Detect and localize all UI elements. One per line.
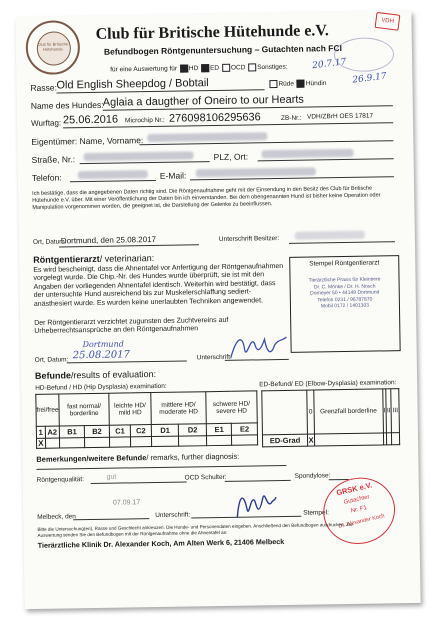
chip-label: Microchip Nr.: [124,116,165,125]
quality-value[interactable]: gut [106,473,117,481]
vet-signature-icon [226,331,288,362]
vet-stamp-lines: Tierärztliche Praxis für Kleintiere Dr. C. Mönke / Dr. H. Nosch Dorneyer 50 • 44149 Dortmund Telefon 0231 / 96787870 Mobil 0172 / 1401303 [308,276,381,310]
owner-ort-datum-label: Ort, Datum: [32,238,67,246]
sonstiges-checkbox[interactable] [248,63,256,71]
evaluation-date-handwritten: 07.09.17 [112,499,141,507]
owner-signature-label: Unterschrift Besitzer: [218,235,280,243]
chip-value[interactable]: 276098106295636 [168,111,261,125]
remarks-title: Bemerkungen/weitere Befunde/ remarks, further diagnosis: [36,451,240,464]
plz-label: PLZ, Ort: [213,151,249,163]
wurftag-value[interactable]: 25.06.2016 [62,113,119,127]
zb-label: ZB-Nr.: [280,114,302,122]
ed-label: ED-Befund/ ED (Elbow-Dysplasia) examination: [259,379,397,389]
hd-results-table: frei/free fast normal/ borderline leichte HD/ mild HD mittlere HD/ moderate HD schwere HD/ severe HD 1 A2 B1 B2 C1 C2 D1 D2 E1 E2 X [35,390,258,448]
ed-checkbox[interactable] [201,64,209,72]
spondylose-label: Spondylose: [294,472,331,480]
eigentuemer-label: Eigentümer: Name, Vorname: [31,135,144,147]
vet-section-title: Röntgentierarzt/ veterinarian: [33,252,155,265]
name-label: Name des Hundes: [30,99,104,111]
quality-label: Röntgenqualität: [36,476,85,484]
handwritten-date-2: 26.9.17 [351,71,388,86]
auswertung-row: für eine Auswertung für HD ED OCD Sonstiges: [110,63,288,74]
vet-ort-datum-label: Ort, Datum: [34,356,69,364]
redacted-street [84,151,194,161]
rasse-label: Rasse: [30,82,58,93]
results-title: Befunde/results of evaluation: [34,368,157,381]
hd-label: HD-Befund / HD (Hip Dysplasia) examination: [35,382,167,392]
vet-place-handwritten: Dortmund [82,339,124,350]
ed-grad-label: ED-Grad [262,434,307,447]
dog-name-value[interactable]: Aglaia a daugther of Oneiro to our Hearts [102,93,304,109]
email-label: E-Mail: [159,170,187,181]
handwritten-date-1: 20.7.17 [311,57,347,72]
vet-date-handwritten: 25.08.2017 [72,349,131,362]
club-title: Club für Britische Hütehunde e.V. [95,22,329,43]
redacted-city [261,149,353,158]
sex-row: Rüde Hündin [268,79,326,88]
huendin-checkbox[interactable] [297,80,305,88]
redacted-phone [78,170,148,179]
ed-results-table: 0 Grenzfall borderline I II III ED-Grad X [261,388,400,447]
club-seal-icon: Club für Britische Hütehunde [25,20,80,75]
redacted-email [196,167,316,177]
redacted-owner-name [147,132,267,142]
ed-mark-cell[interactable]: X [308,435,314,445]
footnote-text: Bitte die Untersuchung(en), Rasse und Geschlecht ankreuzen. Die Hunde- und Personendaten eingeben. Anschließend den Befundbogen ausdrucken. Zur Auswertung senden Sie den Befundbogen mit der Röntgenaufnahme ohne die Ahnentafel an: [37,521,354,538]
ruede-checkbox[interactable] [269,80,277,88]
evaluator-signature-label: Unterschrift: [155,511,191,520]
strasse-label: Straße, Nr.: [31,154,76,165]
rasse-value[interactable]: Old English Sheepdog / Bobtail [56,77,209,92]
hd-mark-cell[interactable]: X [38,438,44,448]
ocd-checkbox[interactable] [222,64,230,72]
vet-copyright-statement: Der Röntgentierarzt verzichtet zugunsten des Zuchtvereins auf Urheberrechtsansprüche an den Röntgenaufnahmen [34,316,229,336]
stamp-label: Stempel: [303,509,329,517]
owner-ort-datum-value[interactable]: Dortmund, den 25.08.2017 [60,234,157,246]
vet-stamp-box: Stempel Röntgentierarzt Tierärztliche Praxis für Kleintiere Dr. C. Mönke / Dr. H. Nosch Dorneyer 50 • 44149 Dortmund Telefon 0231 / 96787870 Mobil 0172 / 1401303 [289,255,400,353]
clinic-address: Tierärztliche Klinik Dr. Alexander Koch, Am Alten Werk 6, 21406 Melbeck [37,536,285,550]
ocd-label: OCD Schulter: [184,473,227,482]
vet-statement: Es wird bescheinigt, dass die Ahnentafel vor Anfertigung der Röntgenaufnahmen vorgelegt wurde. Die Chip.-Nr. des Hundes wurde überprüft, sie ist mit den Angaben der vorliegenden Ahnentafel identisch. Weiterhin wird bestätigt, dass der untersuchte Hund ausreichend bis zur Muskelerschlaffung sediert-anästhesiert wurde. Es wurden keine unerlaubten Techniken angewendet. [33,262,284,308]
hd-checkbox[interactable] [180,64,188,72]
evaluator-stamp: GRSK e.V. Gutachter Nr. F1 Dr. Alexander Koch [317,471,402,551]
melbeck-label: Melbeck, den [37,513,76,521]
vdh-stamp: VDH [375,12,401,31]
vet-signature-label: Unterschrift: [196,353,232,362]
form-title: Befundbogen Röntgenuntersuchung – Gutachten nach FCI [103,43,342,57]
redacted-owner-signature [295,231,365,240]
telefon-label: Telefon: [31,172,62,183]
wurftag-label: Wurftag: [30,118,62,128]
form-sheet [15,11,420,609]
consent-text: Ich bestätige, dass die angegebenen Daten richtig sind. Die Röntgenaufnahme geht mit der Einsendung in den Besitz des Club für Britische Hütehunde e.V. über. Mit einer Veröffentlichung der Daten bin ich einverstanden. Bei dem obengenannten Hund ist bisher keine Operation oder Manipulation vorgenommen worden, die geeignet ist, die Darstellung der Gelenke zu beeinflussen. [32,185,381,211]
zb-value[interactable]: VDH/ZBrH OES 17817 [306,112,374,121]
